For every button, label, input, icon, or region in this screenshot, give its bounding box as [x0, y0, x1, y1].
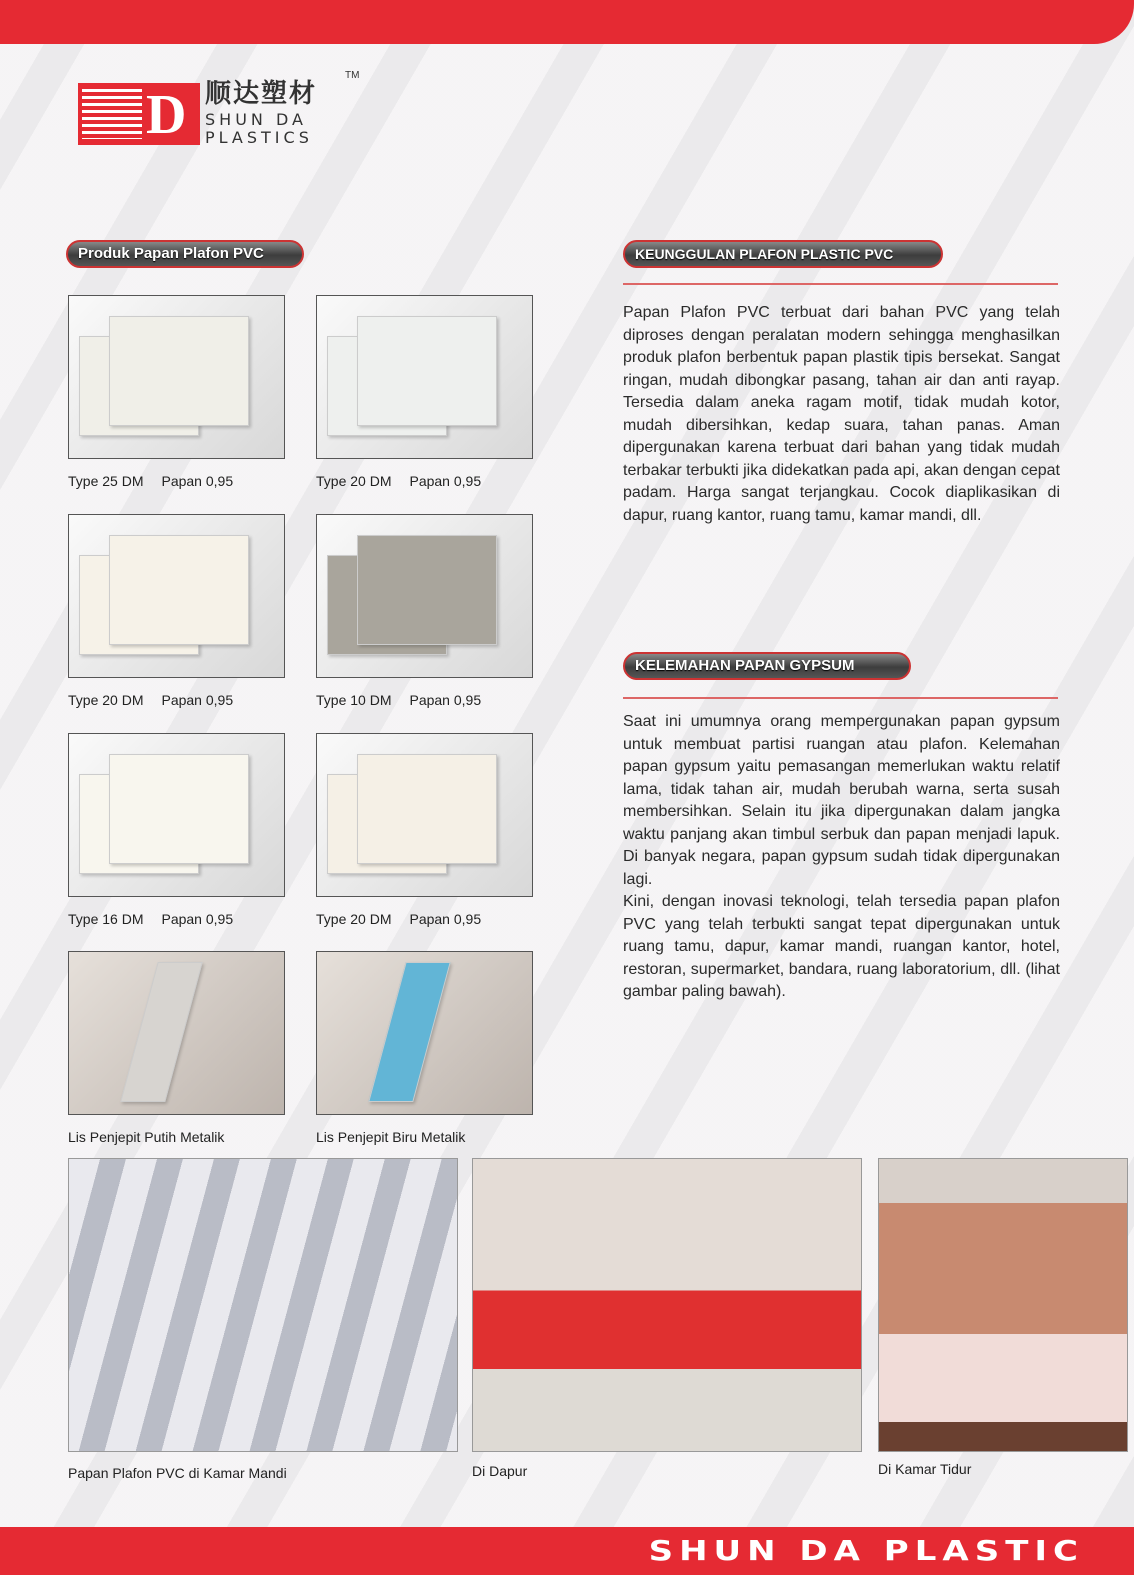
divider [623, 697, 1058, 699]
trademark: TM [345, 70, 360, 81]
footer-brand: SHUN DA PLASTIC [648, 1535, 1084, 1567]
weaknesses-text: Saat ini umumnya orang mempergunakan papan gypsum untuk membuat partisi ruangan atau plafon. Kelemahan papan gypsum yaitu pemasangan memerlukan waktu relatif lama, tidak tahan air, mudah berubah warna, serta susah membersihkan. Selain itu jika dipergunakan dalam jangka waktu panjang akan timbul serbuk dan papan menjadi lapuk. Di banyak negara, papan gypsum sudah tidak dipergunakan lagi. Kini, dengan inovasi teknologi, telah tersedia papan plafon PVC yang telah terbukti sangat tepat dipergunakan untuk ruang tamu, dapur, kamar mandi, ruangan kantor, hotel, restoran, supermarket, bandara, ruang laboratorium, dll. (lihat gambar paling bawah). [623, 713, 1060, 1000]
advantages-text: Papan Plafon PVC terbuat dari bahan PVC yang telah diproses dengan peralatan modern sehingga menghasilkan produk plafon berbentuk papan plastik tipis bersekat. Sangat ringan, mudah dibongkar pasang, tahan air dan anti rayap. Tersedia dalam aneka ragam motif, tidak mudah kotor, mudah dibersihkan, kedap suara, tahan panas. Aman dipergunakan karena terbuat dari bahan yang tidak mudah terbakar terbukti jika didekatkan pada api, akan dengan cepat padam. Harga sangat terjangkau. Cocok diaplikasikan di dapur, ruang kantor, ruang tamu, kamar mandi, dll. [623, 304, 1060, 524]
product-image [316, 951, 533, 1115]
photo-caption: Papan Plafon PVC di Kamar Mandi [68, 1465, 287, 1481]
product-caption [68, 692, 233, 709]
footer-bar [0, 1527, 1134, 1575]
product-image [316, 295, 533, 459]
product-board: Papan 0,95 [161, 473, 234, 489]
divider [623, 283, 1058, 285]
product-board: Papan 0,95 [161, 911, 234, 927]
logo-mark: D [78, 83, 200, 145]
product-type: Type 20 DM [316, 911, 392, 927]
advantages-title: KEUNGGULAN PLAFON PLASTIC PVC [623, 240, 943, 268]
product-type: Lis Penjepit Putih Metalik [68, 1129, 225, 1145]
product-caption [316, 473, 481, 490]
product-type: Type 20 DM [316, 473, 392, 489]
product-caption [316, 1129, 465, 1146]
product-type: Type 25 DM [68, 473, 144, 489]
product-board: Papan 0,95 [409, 692, 482, 708]
product-image [68, 514, 285, 678]
chinese-name: 顺达塑材 [205, 78, 318, 108]
weaknesses-title: KELEMAHAN PAPAN GYPSUM [623, 652, 911, 680]
product-caption [316, 911, 481, 928]
photo-bathroom [68, 1158, 458, 1452]
product-caption [68, 911, 233, 928]
product-board: Papan 0,95 [161, 692, 234, 708]
english-name: SHUN DA PLASTICS [205, 110, 313, 147]
product-image [316, 514, 533, 678]
product-type: Lis Penjepit Biru Metalik [316, 1129, 466, 1145]
photo-bedroom [878, 1158, 1128, 1452]
photo-caption: Di Kamar Tidur [878, 1461, 972, 1477]
photo-kitchen [472, 1158, 862, 1452]
product-caption [68, 473, 233, 490]
products-section-title: Produk Papan Plafon PVC [66, 240, 304, 268]
top-red-bar [0, 0, 1134, 44]
product-caption [68, 1129, 224, 1146]
photo-caption: Di Dapur [472, 1463, 528, 1479]
product-type: Type 20 DM [68, 692, 144, 708]
product-caption [316, 692, 481, 709]
product-type: Type 10 DM [316, 692, 392, 708]
product-type: Type 16 DM [68, 911, 144, 927]
product-board: Papan 0,95 [409, 911, 482, 927]
product-image [316, 733, 533, 897]
product-image [68, 733, 285, 897]
product-image [68, 951, 285, 1115]
product-board: Papan 0,95 [409, 473, 482, 489]
product-image [68, 295, 285, 459]
